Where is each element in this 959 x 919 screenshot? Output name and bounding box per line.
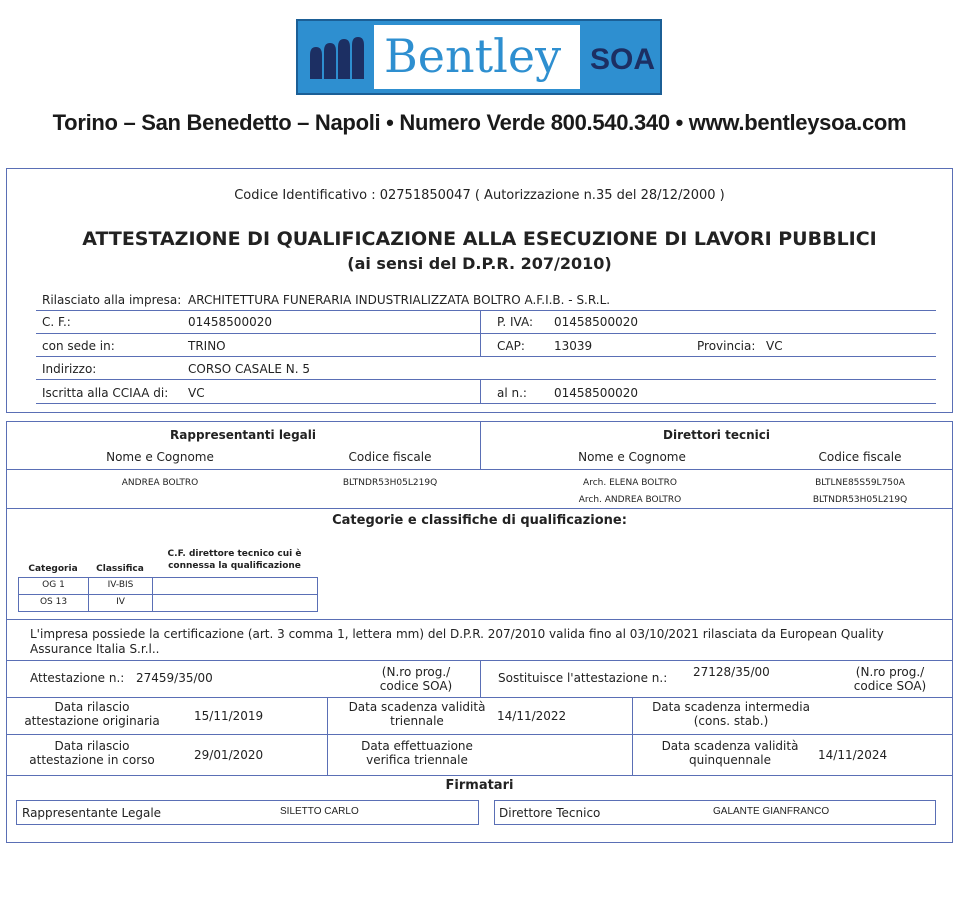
legal-col-name: Nome e Cognome [106,450,214,464]
issued-value: ARCHITETTURA FUNERARIA INDUSTRIALIZZATA BOLTRO A.F.I.B. - S.R.L. [188,293,611,307]
cap-label: CAP: [497,339,525,353]
cciaa-value: VC [188,386,205,400]
nro-prog-note: (N.ro prog./ codice SOA) [379,665,453,693]
categories-col-categoria: Categoria [28,564,78,574]
address-label: Indirizzo: [42,362,97,376]
intermediate-expiry-label: Data scadenza intermedia (cons. stab.) [652,700,810,728]
triennial-expiry-value: 14/11/2022 [497,709,567,723]
replaces-value: 27128/35/00 [693,665,770,679]
replaces-label: Sostituisce l'attestazione n.: [498,671,668,685]
legal-signatory-label: Rappresentante Legale [22,806,162,820]
legal-rep-name: ANDREA BOLTRO [121,478,199,488]
legal-reps-title: Rappresentanti legali [170,428,316,442]
categories-col-classifica: Classifica [96,564,144,574]
provincia-value: VC [766,339,783,353]
director-cf: BLTLNE85S59L750A [815,478,905,488]
document-title: ATTESTAZIONE DI QUALIFICAZIONE ALLA ESECUZIONE DI LAVORI PUBBLICI [82,228,877,250]
sede-label: con sede in: [42,339,115,353]
current-issue-label: Data rilascio attestazione in corso [29,739,155,767]
director-name: Arch. ANDREA BOLTRO [578,495,682,505]
directors-col-cf: Codice fiscale [818,450,902,464]
tech-signatory-label: Direttore Tecnico [499,806,601,820]
logo-brand-text: Bentley [384,29,562,83]
company-section [6,168,953,413]
quinquennial-expiry-value: 14/11/2024 [818,748,888,762]
original-issue-value: 15/11/2019 [194,709,264,723]
contacts-line: Torino – San Benedetto – Napoli • Numero Verde 800.540.340 • www.bentleysoa.com [52,110,907,135]
provincia-label: Provincia: [697,339,756,353]
cf-cell [153,578,317,595]
quinquennial-expiry-label: Data scadenza validità quinquennale [661,739,799,767]
colonnade-icon [306,35,366,81]
attestation-value: 27459/35/00 [136,671,213,685]
class-cell: IV-BIS [89,578,153,595]
logo-soa-text: SOA [590,43,656,76]
cciaa-label: Iscritta alla CCIAA di: [42,386,169,400]
original-issue-label: Data rilascio attestazione originaria [24,700,160,728]
legal-col-cf: Codice fiscale [348,450,432,464]
cap-value: 13039 [554,339,593,353]
attestation-label: Attestazione n.: [30,671,125,685]
cf-cell [153,595,317,611]
class-cell: IV [89,595,153,611]
director-cf: BLTNDR53H05L219Q [812,495,908,505]
legal-signatory-value: SILETTO CARLO [280,806,359,817]
categories-title: Categorie e classifiche di qualificazione: [332,513,627,528]
cciaa-number-label: al n.: [497,386,527,400]
signatories-title: Firmatari [445,778,514,793]
legal-rep-cf: BLTNDR53H05L219Q [342,478,438,488]
certification-text: L'impresa possiede la certificazione (art. 3 comma 1, lettera mm) del D.P.R. 207/2010 valida fino al 03/10/2021 rilasciata da European Quality Assurance Italia S.r.l.. [30,627,884,656]
code-line: Codice Identificativo : 02751850047 ( Autorizzazione n.35 del 28/12/2000 ) [234,188,725,203]
bentley-soa-logo [296,19,662,95]
triennial-check-label: Data effettuazione verifica triennale [361,739,473,767]
nro-prog-note: (N.ro prog./ codice SOA) [853,665,927,693]
current-issue-value: 29/01/2020 [194,748,264,762]
category-cell: OS 13 [19,595,89,611]
directors-title: Direttori tecnici [663,428,770,442]
piva-label: P. IVA: [497,315,534,329]
director-name: Arch. ELENA BOLTRO [583,478,677,488]
cf-label: C. F.: [42,315,71,329]
sede-value: TRINO [188,339,226,353]
triennial-expiry-label: Data scadenza validità triennale [348,700,486,728]
categories-table [18,577,318,612]
directors-col-name: Nome e Cognome [578,450,686,464]
cf-value: 01458500020 [188,315,272,329]
issued-label: Rilasciato alla impresa: [42,293,182,307]
tech-signatory-value: GALANTE GIANFRANCO [713,806,830,817]
address-value: CORSO CASALE N. 5 [188,362,310,376]
cciaa-number-value: 01458500020 [554,386,638,400]
category-cell: OG 1 [19,578,89,595]
categories-col-cf: C.F. direttore tecnico cui è connessa la qualificazione [167,549,302,571]
document-subtitle: (ai sensi del D.P.R. 207/2010) [347,254,612,273]
piva-value: 01458500020 [554,315,638,329]
